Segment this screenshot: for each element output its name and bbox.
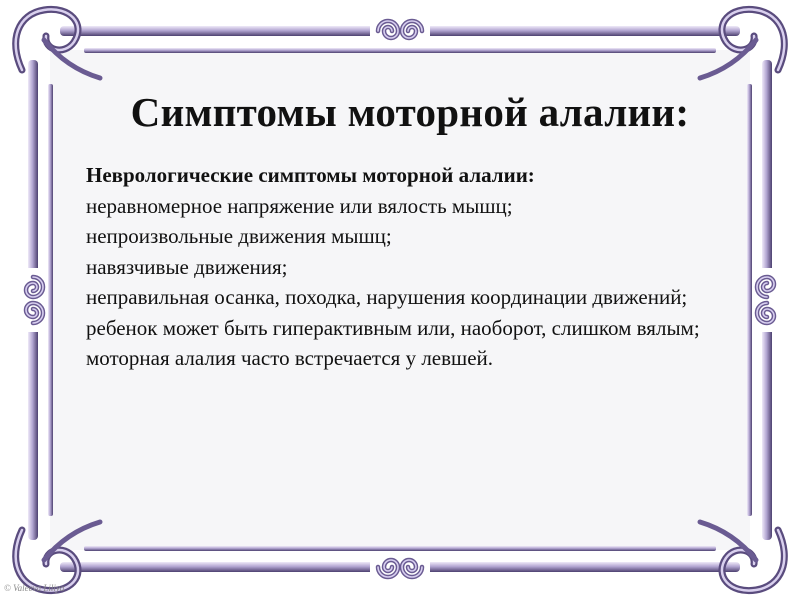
list-item: неравномерное напряжение или вялость мышц; bbox=[86, 193, 513, 218]
list-item: непроизвольные движения мышц; bbox=[86, 224, 392, 248]
list-item: ребенок может быть гиперактивным или, наоборот, слишком вялым; bbox=[86, 315, 700, 340]
spiral-ornament-bottom-icon bbox=[370, 556, 430, 578]
spiral-ornament-right-icon bbox=[754, 268, 780, 332]
subheading: Неврологические симптомы моторной алалии: bbox=[86, 163, 535, 187]
slide-content bbox=[86, 160, 728, 374]
spiral-ornament-left-icon bbox=[20, 268, 46, 332]
list-item: моторная алалия часто встречается у левшей. bbox=[86, 346, 494, 370]
slide-title: Симптомы моторной алалии: bbox=[130, 89, 690, 135]
list-item: неправильная осанка, походка, нарушения координации движений; bbox=[86, 285, 688, 309]
list-item: навязчивые движения; bbox=[86, 254, 288, 279]
spiral-ornament-top-icon bbox=[370, 20, 430, 42]
watermark: © Valeeva Liliya bbox=[4, 583, 65, 593]
